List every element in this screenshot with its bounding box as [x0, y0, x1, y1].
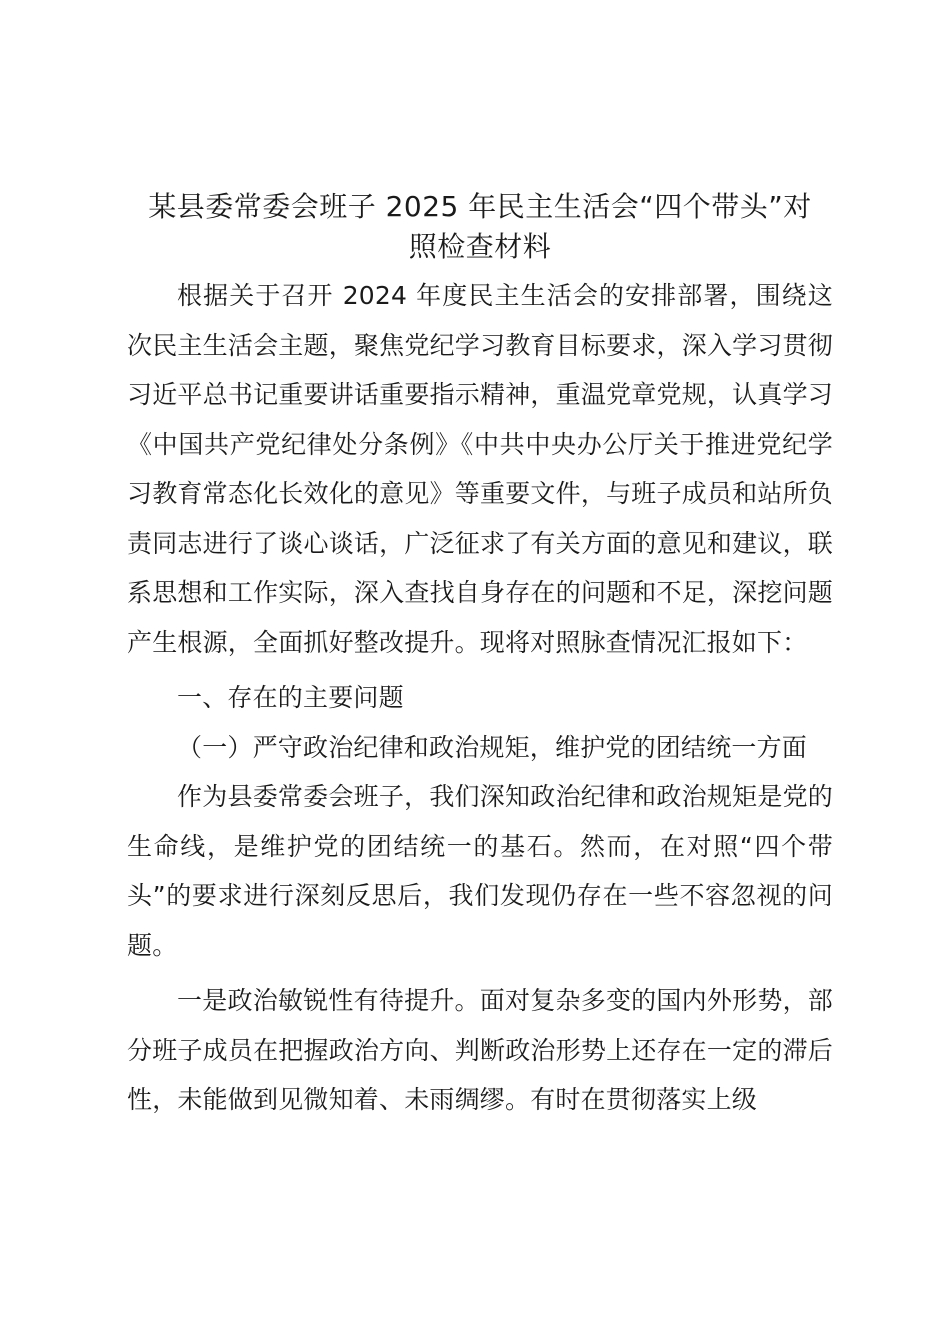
title-line-1: 某县委常委会班子 2025 年民主生活会“四个带头”对 — [148, 190, 812, 223]
body-paragraph: 作为县委常委会班子，我们深知政治纪律和政治规矩是党的生命线，是维护党的团结统一的基石。然而，在对照“四个带头”的要求进行深刻反思后，我们发现仍存在一些不容忽视的问题。 — [127, 782, 833, 960]
subsection-heading: （一）严守政治纪律和政治规矩，维护党的团结统一方面 — [177, 732, 808, 762]
section-heading: 一、存在的主要问题 — [177, 683, 404, 712]
intro-paragraph: 根据关于召开 2024 年度民主生活会的安排部署，围绕这次民主生活会主题，聚焦党纪学习教育目标要求，深入学习贯彻习近平总书记重要讲话重要指示精神，重温党章党规，认真学习《中国共产党纪律处分条例》《中共中央办公厅关于推进党纪学习教育常态化长效化的意见》等重要文件，与班子成员和站所负责同志进行了谈心谈话，广泛征求了有关方面的意见和建议，联系思想和工作实际，深入查找自身存在的问题和不足，深挖问题产生根源，全面抓好整改提升。现将对照脉查情况汇报如下： — [127, 281, 833, 657]
title-line-2: 照检查材料 — [408, 230, 552, 263]
body-paragraph: 一是政治敏锐性有待提升。面对复杂多变的国内外形势，部分班子成员在把握政治方向、判断政治形势上还存在一定的滞后性，未能做到见微知着、未雨绸缪。有时在贯彻落实上级 — [127, 986, 833, 1114]
document-page — [127, 187, 833, 1125]
document-title — [115, 187, 845, 267]
